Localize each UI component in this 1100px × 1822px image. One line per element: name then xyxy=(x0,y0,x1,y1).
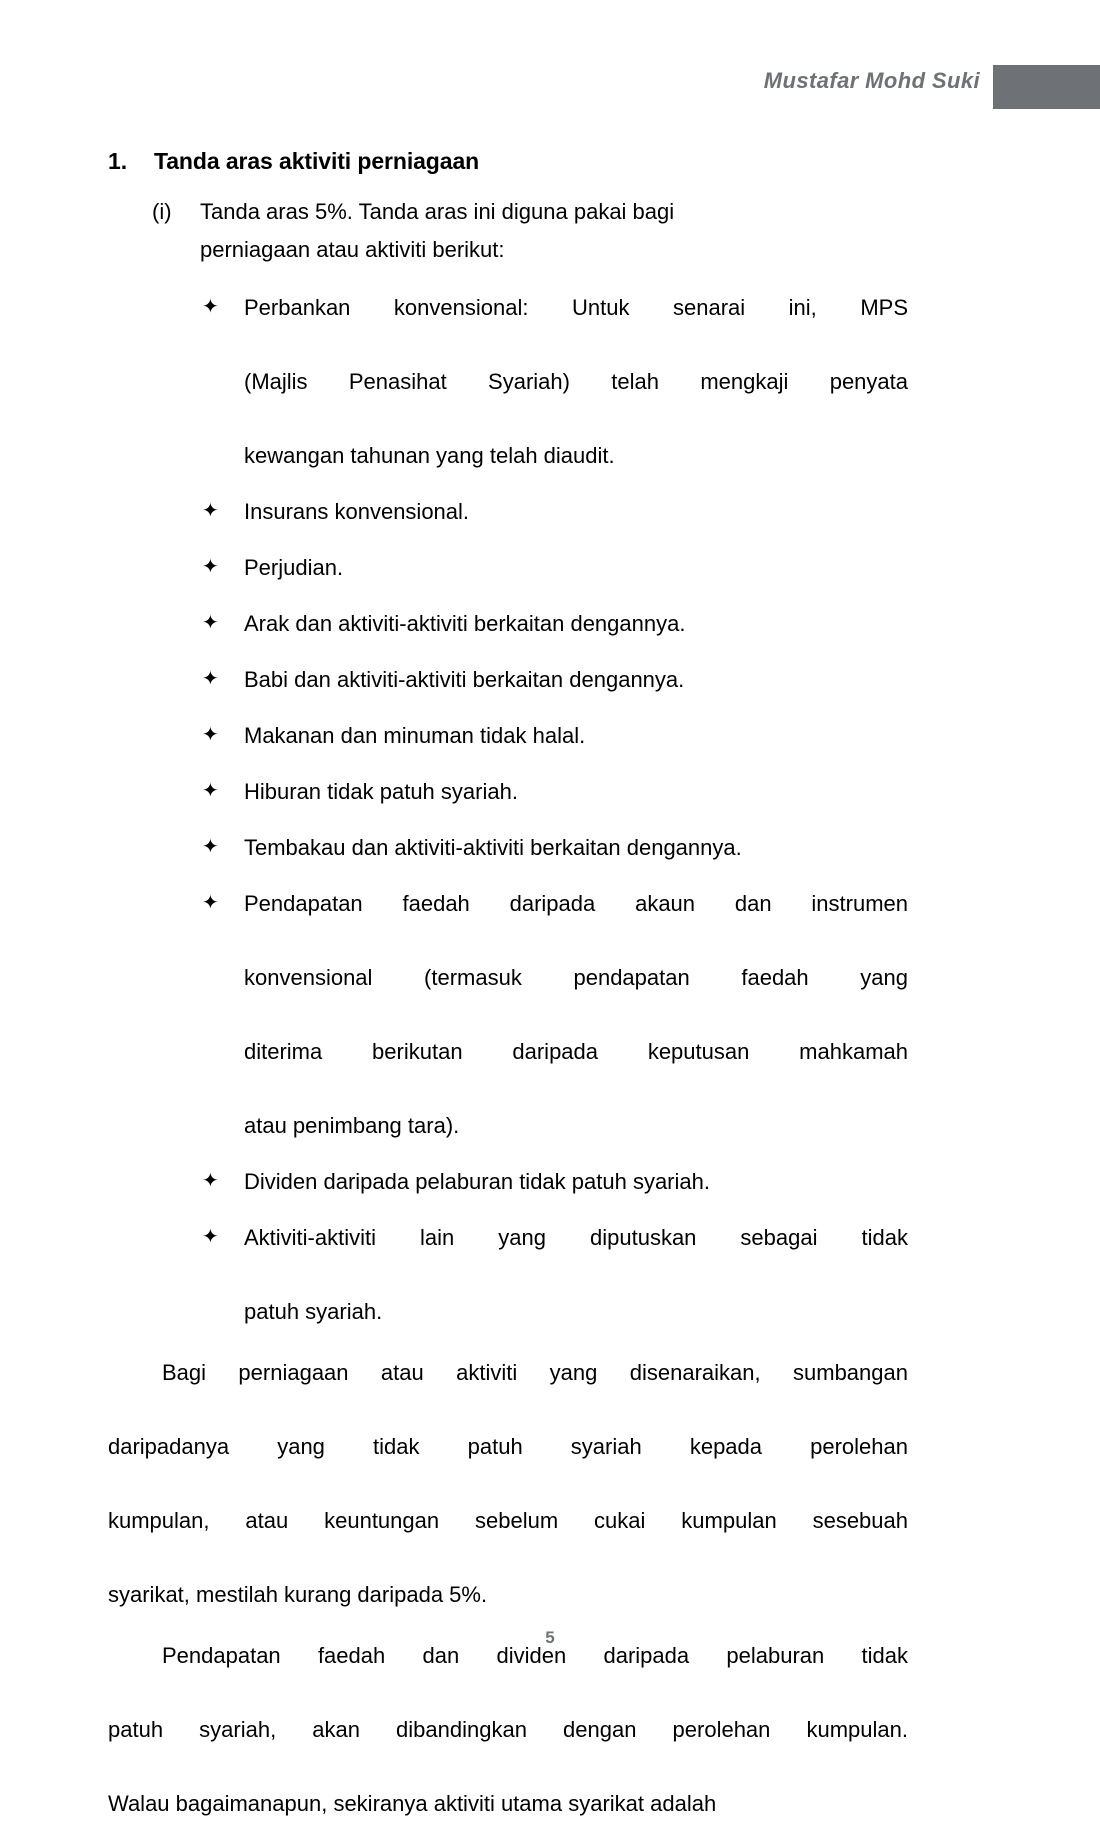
list-item xyxy=(202,289,908,474)
star-bullet-icon: ✦ xyxy=(202,892,219,914)
list-item xyxy=(202,773,908,810)
list-item-line: patuh syariah. xyxy=(244,1299,383,1324)
star-bullet-icon: ✦ xyxy=(202,612,219,634)
section-number: 1. xyxy=(108,148,127,174)
list-item-text xyxy=(244,549,908,586)
star-bullet-icon: ✦ xyxy=(202,556,219,578)
star-bullet-icon: ✦ xyxy=(202,724,219,746)
paragraph-line: daripadanya yang tidak patuh syariah kepada perolehan xyxy=(108,1434,908,1459)
body-paragraph xyxy=(108,1637,908,1822)
list-item xyxy=(202,717,908,754)
star-bullet-icon: ✦ xyxy=(202,500,219,522)
paragraph-line: syarikat, mestilah kurang daripada 5%. xyxy=(108,1582,488,1607)
list-item-text xyxy=(244,885,908,1144)
list-item-line: diterima berikutan daripada keputusan mahkamah xyxy=(244,1039,908,1064)
list-item-line: Pendapatan faedah daripada akaun dan instrumen xyxy=(244,891,908,916)
page-content xyxy=(108,148,908,1822)
roman-line-1: Tanda aras 5%. Tanda aras ini diguna pakai bagi xyxy=(200,199,675,224)
paragraph-line: Bagi perniagaan atau aktiviti yang disenaraikan, sumbangan xyxy=(162,1360,908,1385)
star-bullet-icon: ✦ xyxy=(202,780,219,802)
list-item-line: Insurans konvensional. xyxy=(244,499,470,524)
list-item-line: Dividen daripada pelaburan tidak patuh syariah. xyxy=(244,1169,710,1194)
list-item xyxy=(202,493,908,530)
list-item-text xyxy=(244,289,908,474)
list-item-text xyxy=(244,1163,908,1200)
list-item xyxy=(202,605,908,642)
list-item xyxy=(202,661,908,698)
body-paragraph xyxy=(108,1354,908,1613)
star-bullet-icon: ✦ xyxy=(202,1226,219,1248)
star-bullet-icon: ✦ xyxy=(202,1170,219,1192)
list-item-line: Arak dan aktiviti-aktiviti berkaitan dengannya. xyxy=(244,611,686,636)
section-heading-text: Tanda aras aktiviti perniagaan xyxy=(154,148,480,174)
list-item-line: Tembakau dan aktiviti-aktiviti berkaitan dengannya. xyxy=(244,835,742,860)
list-item-text xyxy=(244,773,908,810)
page-number: 5 xyxy=(545,1628,555,1647)
paragraph-line: Pendapatan faedah dan dividen daripada pelaburan tidak xyxy=(162,1643,908,1668)
roman-list-item xyxy=(152,193,908,269)
list-item-line: Babi dan aktiviti-aktiviti berkaitan dengannya. xyxy=(244,667,685,692)
page-footer xyxy=(0,1628,1100,1648)
roman-line-2: perniagaan atau aktiviti berikut: xyxy=(200,237,505,262)
list-item xyxy=(202,885,908,1144)
list-item xyxy=(202,829,908,866)
list-item-line: Makanan dan minuman tidak halal. xyxy=(244,723,586,748)
list-item-line: Perbankan konvensional: Untuk senarai ini, MPS xyxy=(244,295,908,320)
roman-item-text xyxy=(200,193,908,269)
list-item-text xyxy=(244,661,908,698)
star-bullet-icon: ✦ xyxy=(202,296,219,318)
list-item-line: Aktiviti-aktiviti lain yang diputuskan sebagai tidak xyxy=(244,1225,908,1250)
list-item-text xyxy=(244,493,908,530)
list-item-text xyxy=(244,829,908,866)
section-heading xyxy=(108,148,908,175)
list-item-text xyxy=(244,717,908,754)
paragraph-line: kumpulan, atau keuntungan sebelum cukai kumpulan sesebuah xyxy=(108,1508,908,1533)
list-item-line: Hiburan tidak patuh syariah. xyxy=(244,779,518,804)
paragraph-line: patuh syariah, akan dibandingkan dengan perolehan kumpulan. xyxy=(108,1717,908,1742)
star-bullet-icon: ✦ xyxy=(202,836,219,858)
paragraph-line: Walau bagaimanapun, sekiranya aktiviti utama syarikat adalah xyxy=(108,1791,717,1816)
list-item-line: konvensional (termasuk pendapatan faedah yang xyxy=(244,965,908,990)
header-author-title: Mustafar Mohd Suki xyxy=(763,68,980,93)
list-item-line: Perjudian. xyxy=(244,555,344,580)
header-decorative-block xyxy=(993,65,1100,109)
list-item xyxy=(202,1163,908,1200)
bullet-list xyxy=(202,289,908,1330)
list-item-line: kewangan tahunan yang telah diaudit. xyxy=(244,443,615,468)
page-header xyxy=(0,60,1100,112)
roman-marker: (i) xyxy=(152,199,172,224)
list-item-line: atau penimbang tara). xyxy=(244,1113,460,1138)
list-item-text xyxy=(244,605,908,642)
list-item-line: (Majlis Penasihat Syariah) telah mengkaji penyata xyxy=(244,369,908,394)
star-bullet-icon: ✦ xyxy=(202,668,219,690)
list-item-text xyxy=(244,1219,908,1330)
list-item xyxy=(202,549,908,586)
list-item xyxy=(202,1219,908,1330)
